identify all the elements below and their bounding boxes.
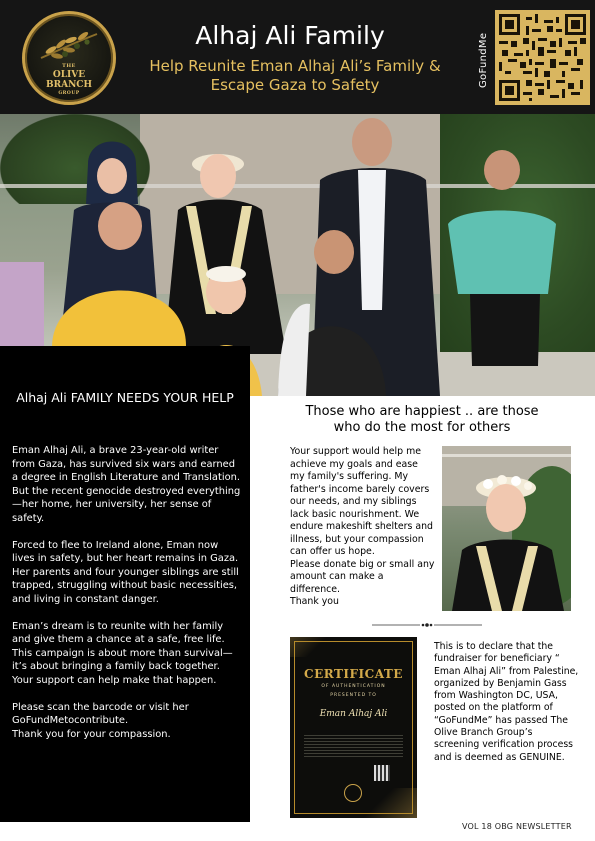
page-subtitle — [130, 57, 460, 95]
subtitle-line-2: Escape Gaza to Safety — [210, 76, 380, 94]
quote-heading: Those who are happiest .. are those who do the most for others — [305, 404, 539, 435]
gofundme-label: GoFundMe — [478, 32, 489, 88]
verification-declaration: This is to declare that the fundraiser for beneficiary “ Eman Alhaj Ali” from Palestine, organized by Benjamin Gass from Washington DC, USA, posted on the platform of “GoFundMe” has passed The Olive Branch Group’s screening verification process and is deemed as GENUINE. — [434, 641, 579, 763]
olive-branch-logo — [22, 11, 116, 105]
qr-code-icon — [499, 14, 586, 101]
support-donate: Please donate big or small any amount can make a difference. — [290, 558, 435, 595]
appeal-paragraph-1: Eman Alhaj Ali, a brave 23-year-old writer from Gaza, has survived six wars and earned a degree in English Literature and Translation. But the recent genocide destroyed everything—her home, her university, her sense of safety. — [12, 445, 241, 524]
logo-text-group: GROUP — [58, 91, 80, 96]
certificate-fine-print — [304, 735, 403, 759]
appeal-paragraph-2: Forced to flee to Ireland alone, Eman now lives in safety, but her heart remains in Gaza. Her parents and four younger siblings are still trapped, struggling without basic necessities, and living in constant danger. — [12, 539, 239, 605]
logo-text-olive: OLIVE — [52, 70, 86, 80]
graduate-portrait-figure — [442, 446, 571, 611]
appeal-paragraph-4: Please scan the barcode or visit her GoFundMetocontribute. Thank you for your compassion. — [12, 701, 189, 740]
certificate-seal-icon — [344, 784, 362, 802]
header-bar — [0, 0, 595, 114]
support-thanks: Thank you — [290, 596, 339, 607]
appeal-heading: Alhaj Ali FAMILY NEEDS YOUR HELP — [16, 390, 234, 405]
support-message — [290, 446, 435, 609]
newsletter-footer: VOL 18 OBG NEWSLETTER — [462, 822, 572, 831]
graduate-portrait — [442, 446, 571, 611]
certificate-subtitle: OF AUTHENTICATION — [321, 684, 386, 689]
certificate-title: CERTIFICATE — [304, 667, 403, 681]
ornament-divider — [372, 622, 482, 628]
appeal-panel — [0, 346, 250, 822]
support-paragraph: Your support would help me achieve my goals and ease my family's suffering. My father's income barely covers our needs, and my siblings lack basic nourishment. We endure makeshift shelters and illness, but your compassion can offer us hope. — [290, 446, 433, 557]
certificate-recipient-name: Eman Alhaj Ali — [319, 709, 388, 719]
authentication-certificate — [290, 637, 417, 818]
olive-branch-icon — [37, 28, 101, 66]
subtitle-line-1: Help Reunite Eman Alhaj Ali’s Family & — [149, 57, 441, 75]
page-title: Alhaj Ali Family — [195, 21, 385, 50]
logo-text-the: THE — [62, 63, 76, 69]
appeal-paragraph-3: Eman’s dream is to reunite with her family and give them a chance at a safe, free life. This campaign is about more than survival—it’s about bringing a family back together. Your support can help make that happen. — [12, 620, 233, 686]
certificate-qr-icon — [374, 765, 390, 781]
certificate-presented-to: PRESENTED TO — [330, 693, 377, 698]
qr-code[interactable] — [495, 10, 590, 105]
appeal-body — [12, 444, 242, 755]
logo-text-branch: BRANCH — [46, 80, 92, 90]
